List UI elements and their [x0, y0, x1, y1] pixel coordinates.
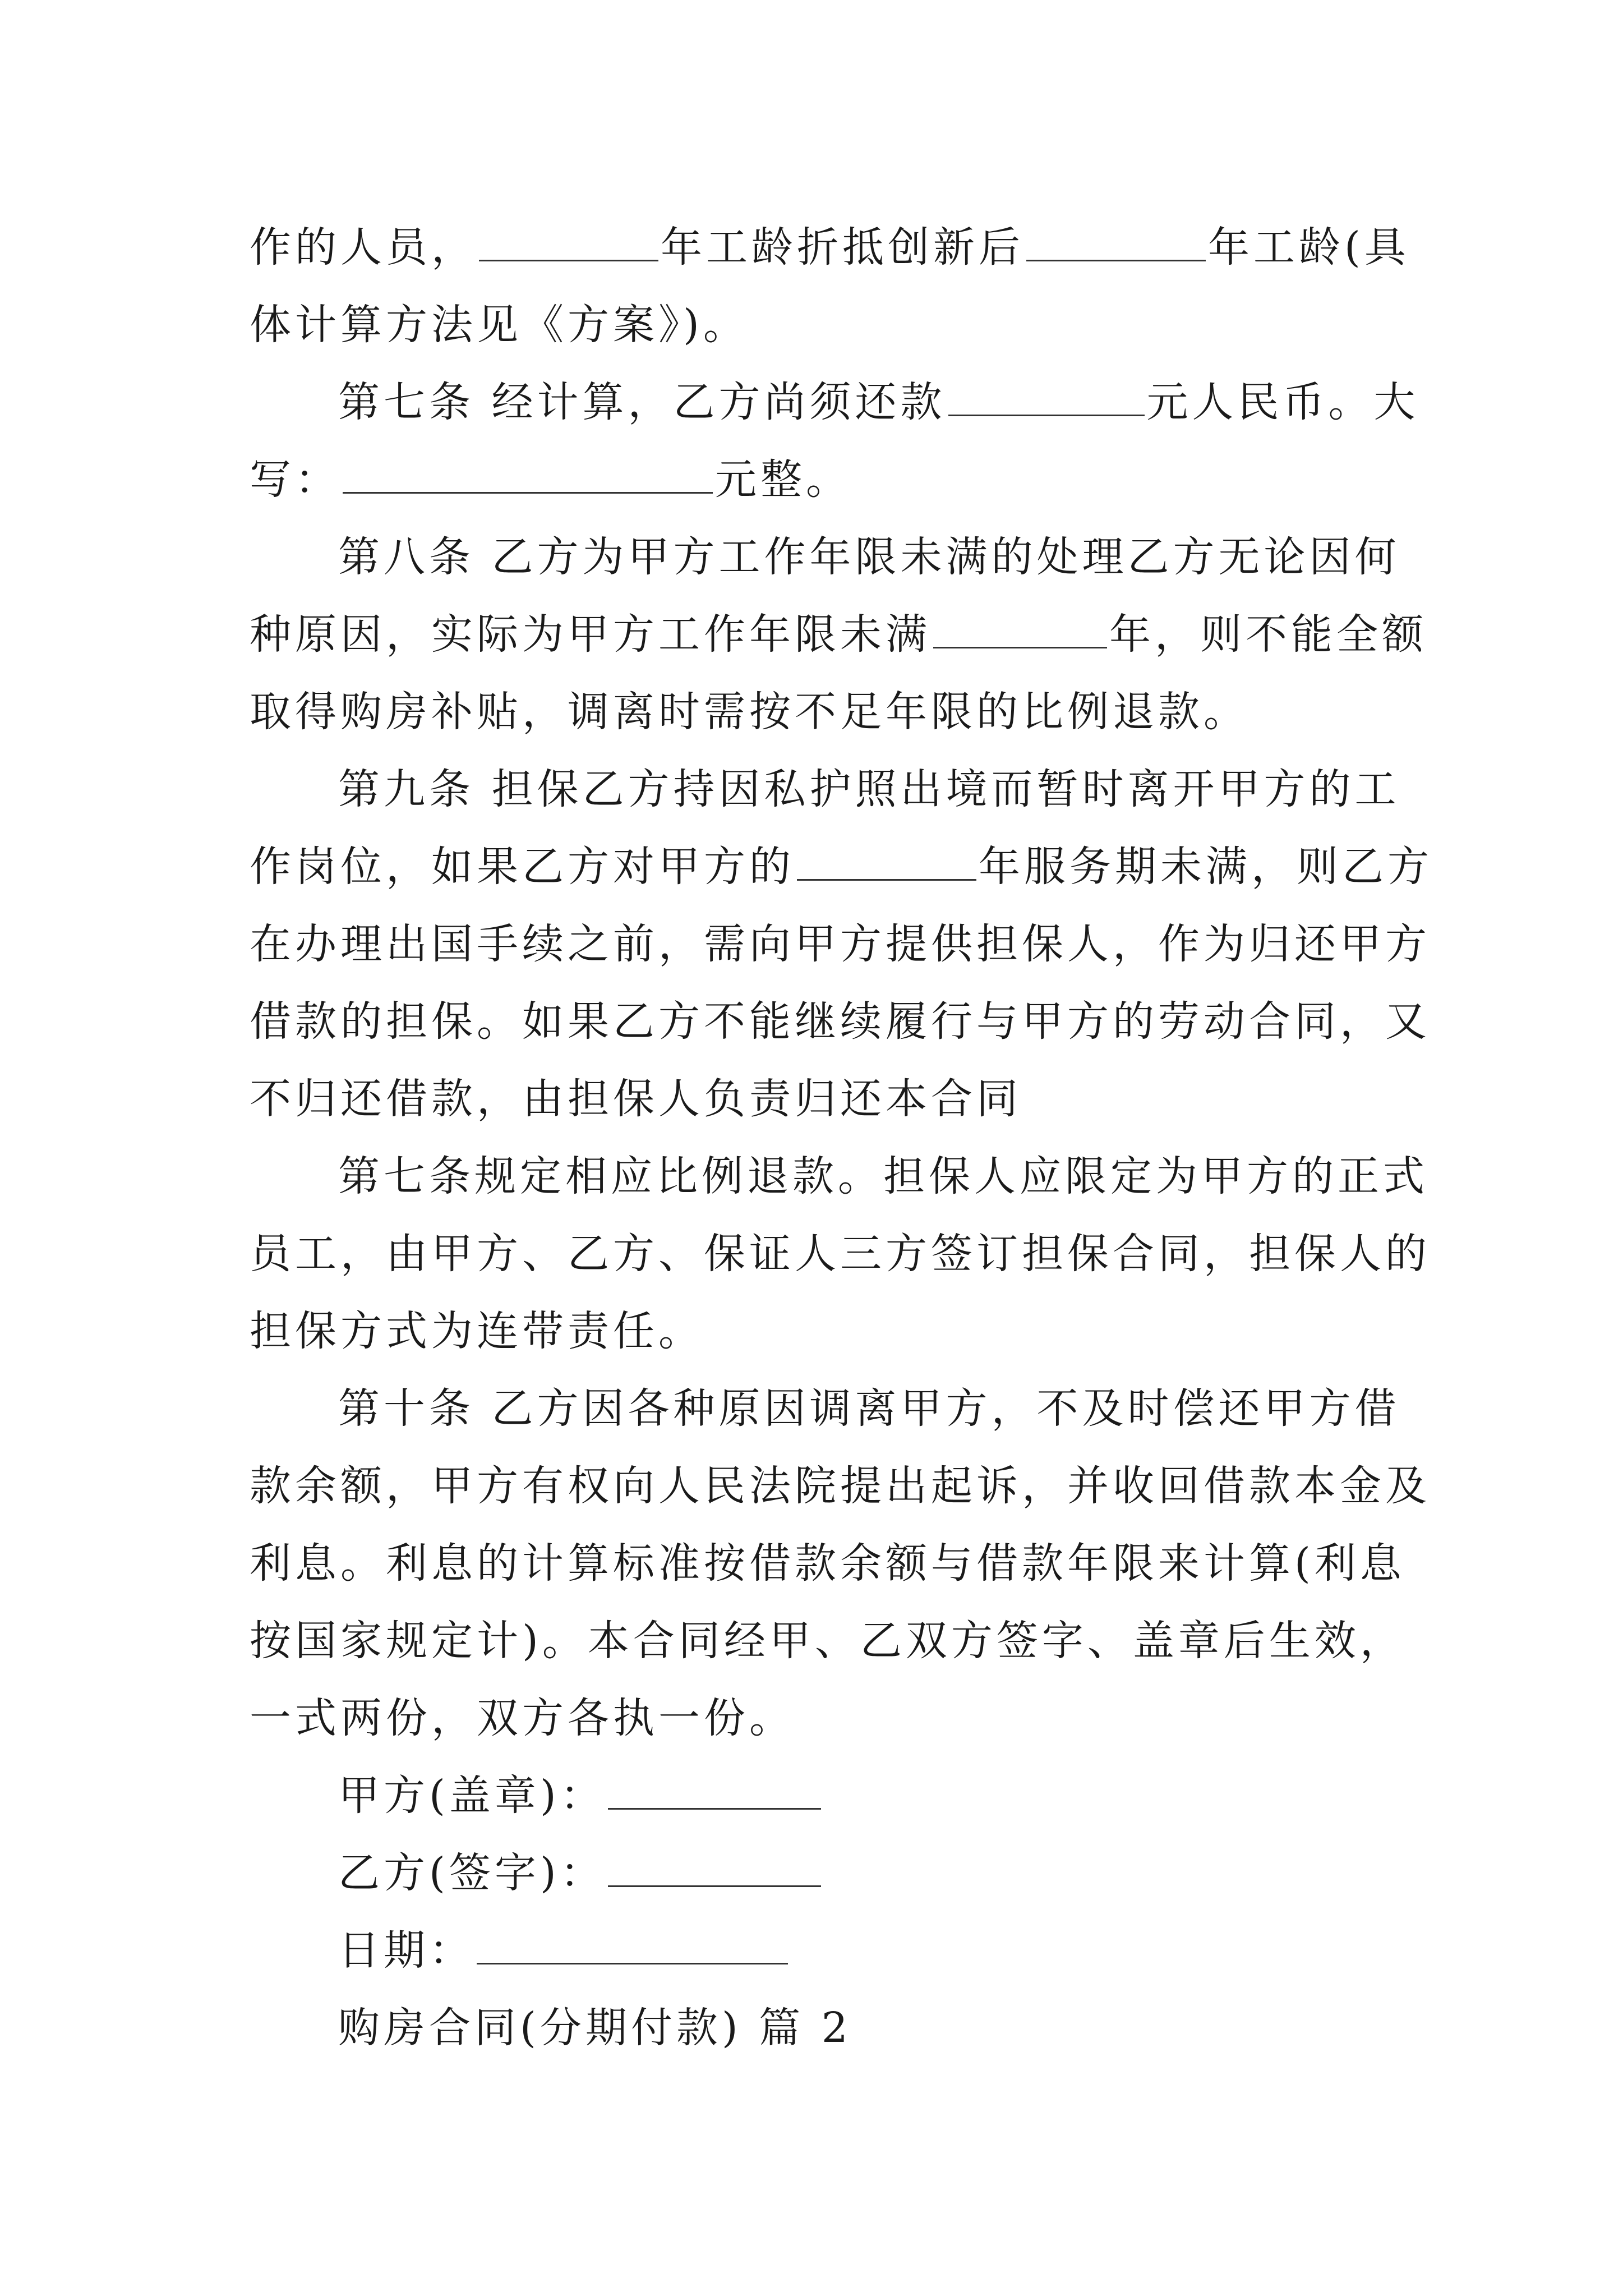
- text-line: [250, 1138, 1428, 1215]
- line-text: 款余额，甲方有权向人民法院提出起诉，并收回借款本金及: [250, 1462, 1431, 1510]
- line-text: 作的人员，: [250, 223, 477, 272]
- article-8: [250, 518, 1400, 596]
- signature-label: 乙方(签字)：: [338, 1849, 606, 1897]
- line-text: 种原因，实际为甲方工作年限未满: [250, 610, 931, 659]
- fill-blank: [1026, 225, 1206, 261]
- text-line: [250, 983, 1431, 1060]
- date-label: 日期：: [338, 1926, 474, 1975]
- contract-body: [250, 209, 1433, 2067]
- party-a-blank: [608, 1773, 821, 1810]
- fill-blank: [479, 225, 658, 261]
- heading-text: 购房合同(分期付款) 篇 2: [338, 2004, 852, 2052]
- text-line: [250, 441, 1391, 518]
- line-text: 写：: [250, 455, 340, 504]
- text-line: [250, 596, 1427, 673]
- text-line: [250, 1447, 1431, 1525]
- text-line: [250, 1525, 1405, 1602]
- text-line: [250, 828, 1433, 905]
- line-text: 第八条 乙方为甲方工作年限未满的处理乙方无论因何: [338, 533, 1400, 581]
- line-text: 第七条 经计算，乙方尚须还款: [338, 378, 946, 426]
- signature-label: 甲方(盖章)：: [338, 1772, 606, 1820]
- party-b-signature: [250, 1834, 1391, 1912]
- line-text: 不归还借款，由担保人负责归还本合同: [250, 1075, 1022, 1123]
- date-line: [250, 1912, 1391, 1989]
- line-text: 员工，由甲方、乙方、保证人三方签订担保合同，担保人的: [250, 1230, 1431, 1278]
- party-b-blank: [608, 1851, 821, 1887]
- text-line: [250, 905, 1431, 983]
- line-text: 体计算方法见《方案》)。: [250, 301, 749, 349]
- line-text: 利息。利息的计算标准按借款余额与借款年限来计算(利息: [250, 1539, 1405, 1588]
- line-text: 作岗位，如果乙方对甲方的: [250, 843, 795, 891]
- text-line: [250, 286, 1391, 364]
- article-10: [250, 1370, 1400, 1447]
- article-7: [250, 364, 1419, 441]
- text-line: [250, 1680, 1391, 1757]
- line-text: 第九条 担保乙方持因私护照出境而暂时离开甲方的工: [338, 765, 1400, 813]
- line-text: 按国家规定计)。本合同经甲、乙双方签字、盖章后生效，: [250, 1617, 1405, 1665]
- text-line: [250, 1602, 1405, 1680]
- amount-blank: [948, 380, 1145, 416]
- line-text: 年工龄(具: [1208, 223, 1410, 272]
- article-9: [250, 751, 1400, 828]
- line-text: 在办理出国手续之前，需向甲方提供担保人，作为归还甲方: [250, 920, 1431, 968]
- line-text: 第七条规定相应比例退款。担保人应限定为甲方的正式: [338, 1152, 1428, 1200]
- text-line: [250, 209, 1410, 286]
- line-text: 取得购房补贴，调离时需按不足年限的比例退款。: [250, 688, 1249, 736]
- line-text: 元人民币。大: [1146, 378, 1419, 426]
- date-blank: [477, 1928, 788, 1964]
- line-text: 担保方式为连带责任。: [250, 1307, 704, 1355]
- line-text: 元整。: [715, 455, 851, 504]
- line-text: 年，则不能全额: [1109, 610, 1427, 659]
- party-a-seal: [250, 1757, 1391, 1834]
- years-blank: [933, 612, 1107, 648]
- line-text: 第十条 乙方因各种原因调离甲方，不及时偿还甲方借: [338, 1384, 1400, 1433]
- section-heading: [250, 1989, 1391, 2067]
- line-text: 一式两份，双方各执一份。: [250, 1694, 795, 1742]
- line-text: 年服务期未满，则乙方: [979, 843, 1433, 891]
- text-line: [250, 673, 1391, 751]
- line-text: 借款的担保。如果乙方不能继续履行与甲方的劳动合同，又: [250, 997, 1431, 1046]
- text-line: [250, 1215, 1431, 1292]
- line-text: 年工龄折抵创新后: [661, 223, 1024, 272]
- text-line: [250, 1060, 1391, 1138]
- service-years-blank: [797, 844, 976, 881]
- text-line: [250, 1292, 1391, 1370]
- amount-words-blank: [343, 457, 713, 494]
